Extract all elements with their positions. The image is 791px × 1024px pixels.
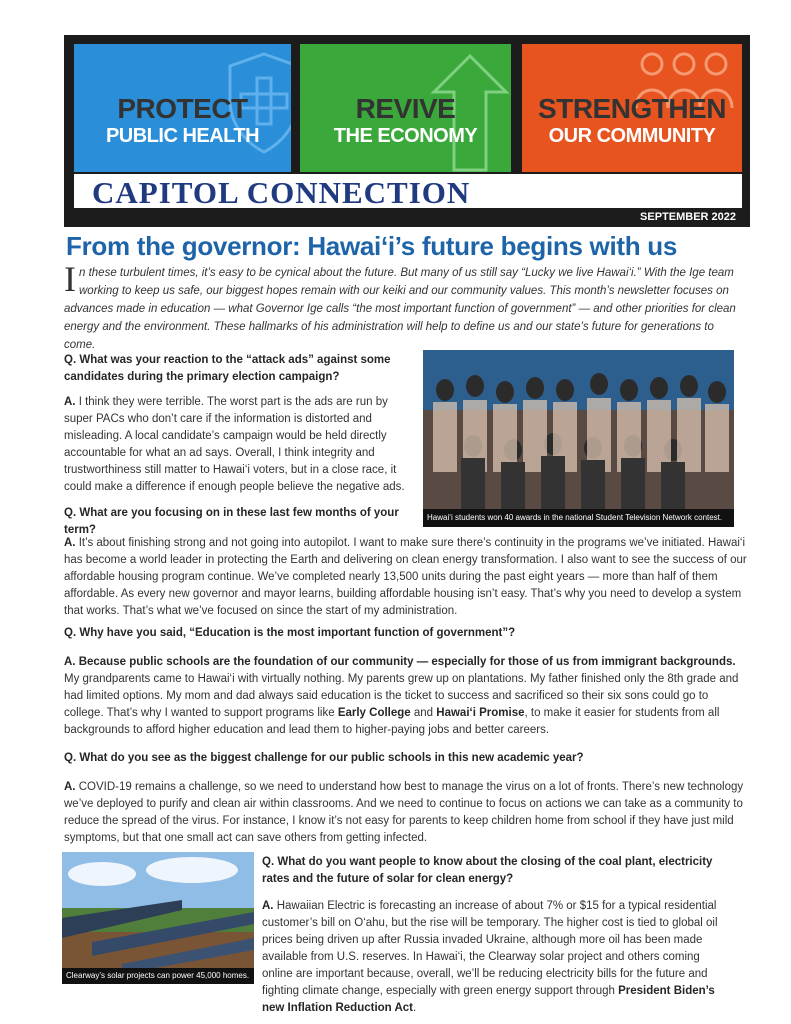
drop-cap: I: [64, 259, 76, 299]
title-bar: [74, 174, 742, 208]
qa-2-question: [64, 505, 414, 539]
strengthen-line1: STRENGTHEN: [538, 93, 726, 124]
question-1: Q. What was your reaction to the “attack ads” against some candidates during the primary election campaign?: [64, 354, 391, 383]
intro-text: n these turbulent times, it’s easy to be cynical about the future. But many of us still say “Lucky we live Hawai‘i.” With the Ige team working to keep us safe, our biggest hopes remain with our keiki and our community values. This month’s newsletter focuses on advances made in education — what Governor Ige calls “the most important function of government” — and other priorities for clean energy and the environment. These hallmarks of his administration will help to define us and our state’s future for generations to come.: [64, 267, 736, 351]
intro-paragraph: [64, 259, 748, 354]
protect-line1: PROTECT: [117, 93, 248, 124]
solar-photo-caption: Clearway’s solar projects can power 45,000 homes.: [62, 968, 254, 984]
strengthen-line2: OUR COMMUNITY: [548, 125, 716, 147]
students-photo-caption: Hawai‘i students won 40 awards in the national Student Television Network contest.: [423, 509, 734, 527]
question-2: Q. What are you focusing on in these last few months of your term?: [64, 507, 399, 536]
question-3: Q. Why have you said, “Education is the most important function of government”?: [64, 627, 516, 639]
protect-line2: PUBLIC HEALTH: [105, 125, 260, 147]
masthead: [64, 35, 750, 227]
answer-3: A. Because public schools are the foundation of our community — especially for those of us from immigrant backgrounds. My grandparents came to Hawai‘i with virtually nothing. My parents grew up on plantations. My father finished only the 8th grade and had limited options. My mom and dad always said education is the ticket to success and sacrificed so their six sons could go to college. That’s why I wanted to support programs like Early College and Hawai‘i Promise, to make it easier for students from all backgrounds to afford higher education and lead them to higher-paying jobs and better careers.: [64, 656, 739, 736]
qa-2-answer: [64, 535, 748, 620]
newsletter-title: CAPITOL CONNECTION: [92, 175, 471, 210]
revive-line2: THE ECONOMY: [333, 125, 478, 147]
issue-date: SEPTEMBER 2022: [640, 211, 736, 223]
answer-2: A. It’s about finishing strong and not going into autopilot. I want to make sure there’s continuity in the programs we’ve initiated. Hawai‘i has become a world leader in protecting the Earth and delivering on clean energy transformation. I also want to see the success of our affordable housing program continue. We’ve completed nearly 13,500 units during the past eight years — more than half of them affordable. As every new governor and mayor learns, building affordable housing isn’t easy. That’s why you need to develop a system that works. That’s what we’ve focused on since the start of my administration.: [64, 537, 747, 617]
question-4: Q. What do you see as the biggest challenge for our public schools in this new academic year?: [64, 752, 584, 764]
qa-1: [64, 352, 414, 496]
solar-photo-image: [62, 852, 254, 984]
qa-3: [64, 625, 748, 739]
question-5: Q. What do you want people to know about the closing of the coal plant, electricity rates and the future of solar for clean energy?: [262, 856, 713, 885]
protect-panel: [74, 44, 291, 172]
qa-5: [262, 854, 728, 1017]
revive-line1: REVIVE: [355, 93, 456, 124]
students-photo-image: [423, 350, 734, 527]
revive-panel: [300, 44, 511, 172]
students-photo: [423, 350, 734, 527]
answer-5: A. Hawaiian Electric is forecasting an increase of about 7% or $15 for a typical residential customer’s bill on O‘ahu, but the rise will be temporary. The higher cost is tied to global oil prices being driven up after Russia invaded Ukraine, although more oil has been made available from U.S. reserves. In Hawai‘i, the Clearway solar project and others coming online are important because, overall, we’ll be reducing electricity bills for the future and fighting climate change, especially with green energy support through President Biden’s new Inflation Reduction Act.: [262, 900, 718, 1014]
strengthen-panel: [522, 44, 742, 172]
answer-4: A. COVID-19 remains a challenge, so we need to understand how best to manage the virus on a lot of fronts. There’s new technology we’ve deployed to purify and clean air within classrooms. And we need to continue to focus on actions we can take as a community to reduce the spread of the virus. For instance, I know it’s not easy for parents to keep children home from school if they have just mild symptoms, but that one small act can save others from getting infected.: [64, 781, 744, 844]
headline: From the governor: Hawai‘i’s future begins with us: [66, 231, 677, 261]
answer-1: A. I think they were terrible. The worst part is the ads are run by super PACs who don’t care if the information is distorted and misleading. A local candidate’s campaign would be held directly accountable for what an ad says. Overall, I think integrity and trustworthiness still matter to Hawai‘i voters, but in a close race, it could make a difference if enough people believe the negative ads.: [64, 396, 405, 493]
solar-photo: [62, 852, 254, 984]
qa-4: [64, 750, 748, 847]
